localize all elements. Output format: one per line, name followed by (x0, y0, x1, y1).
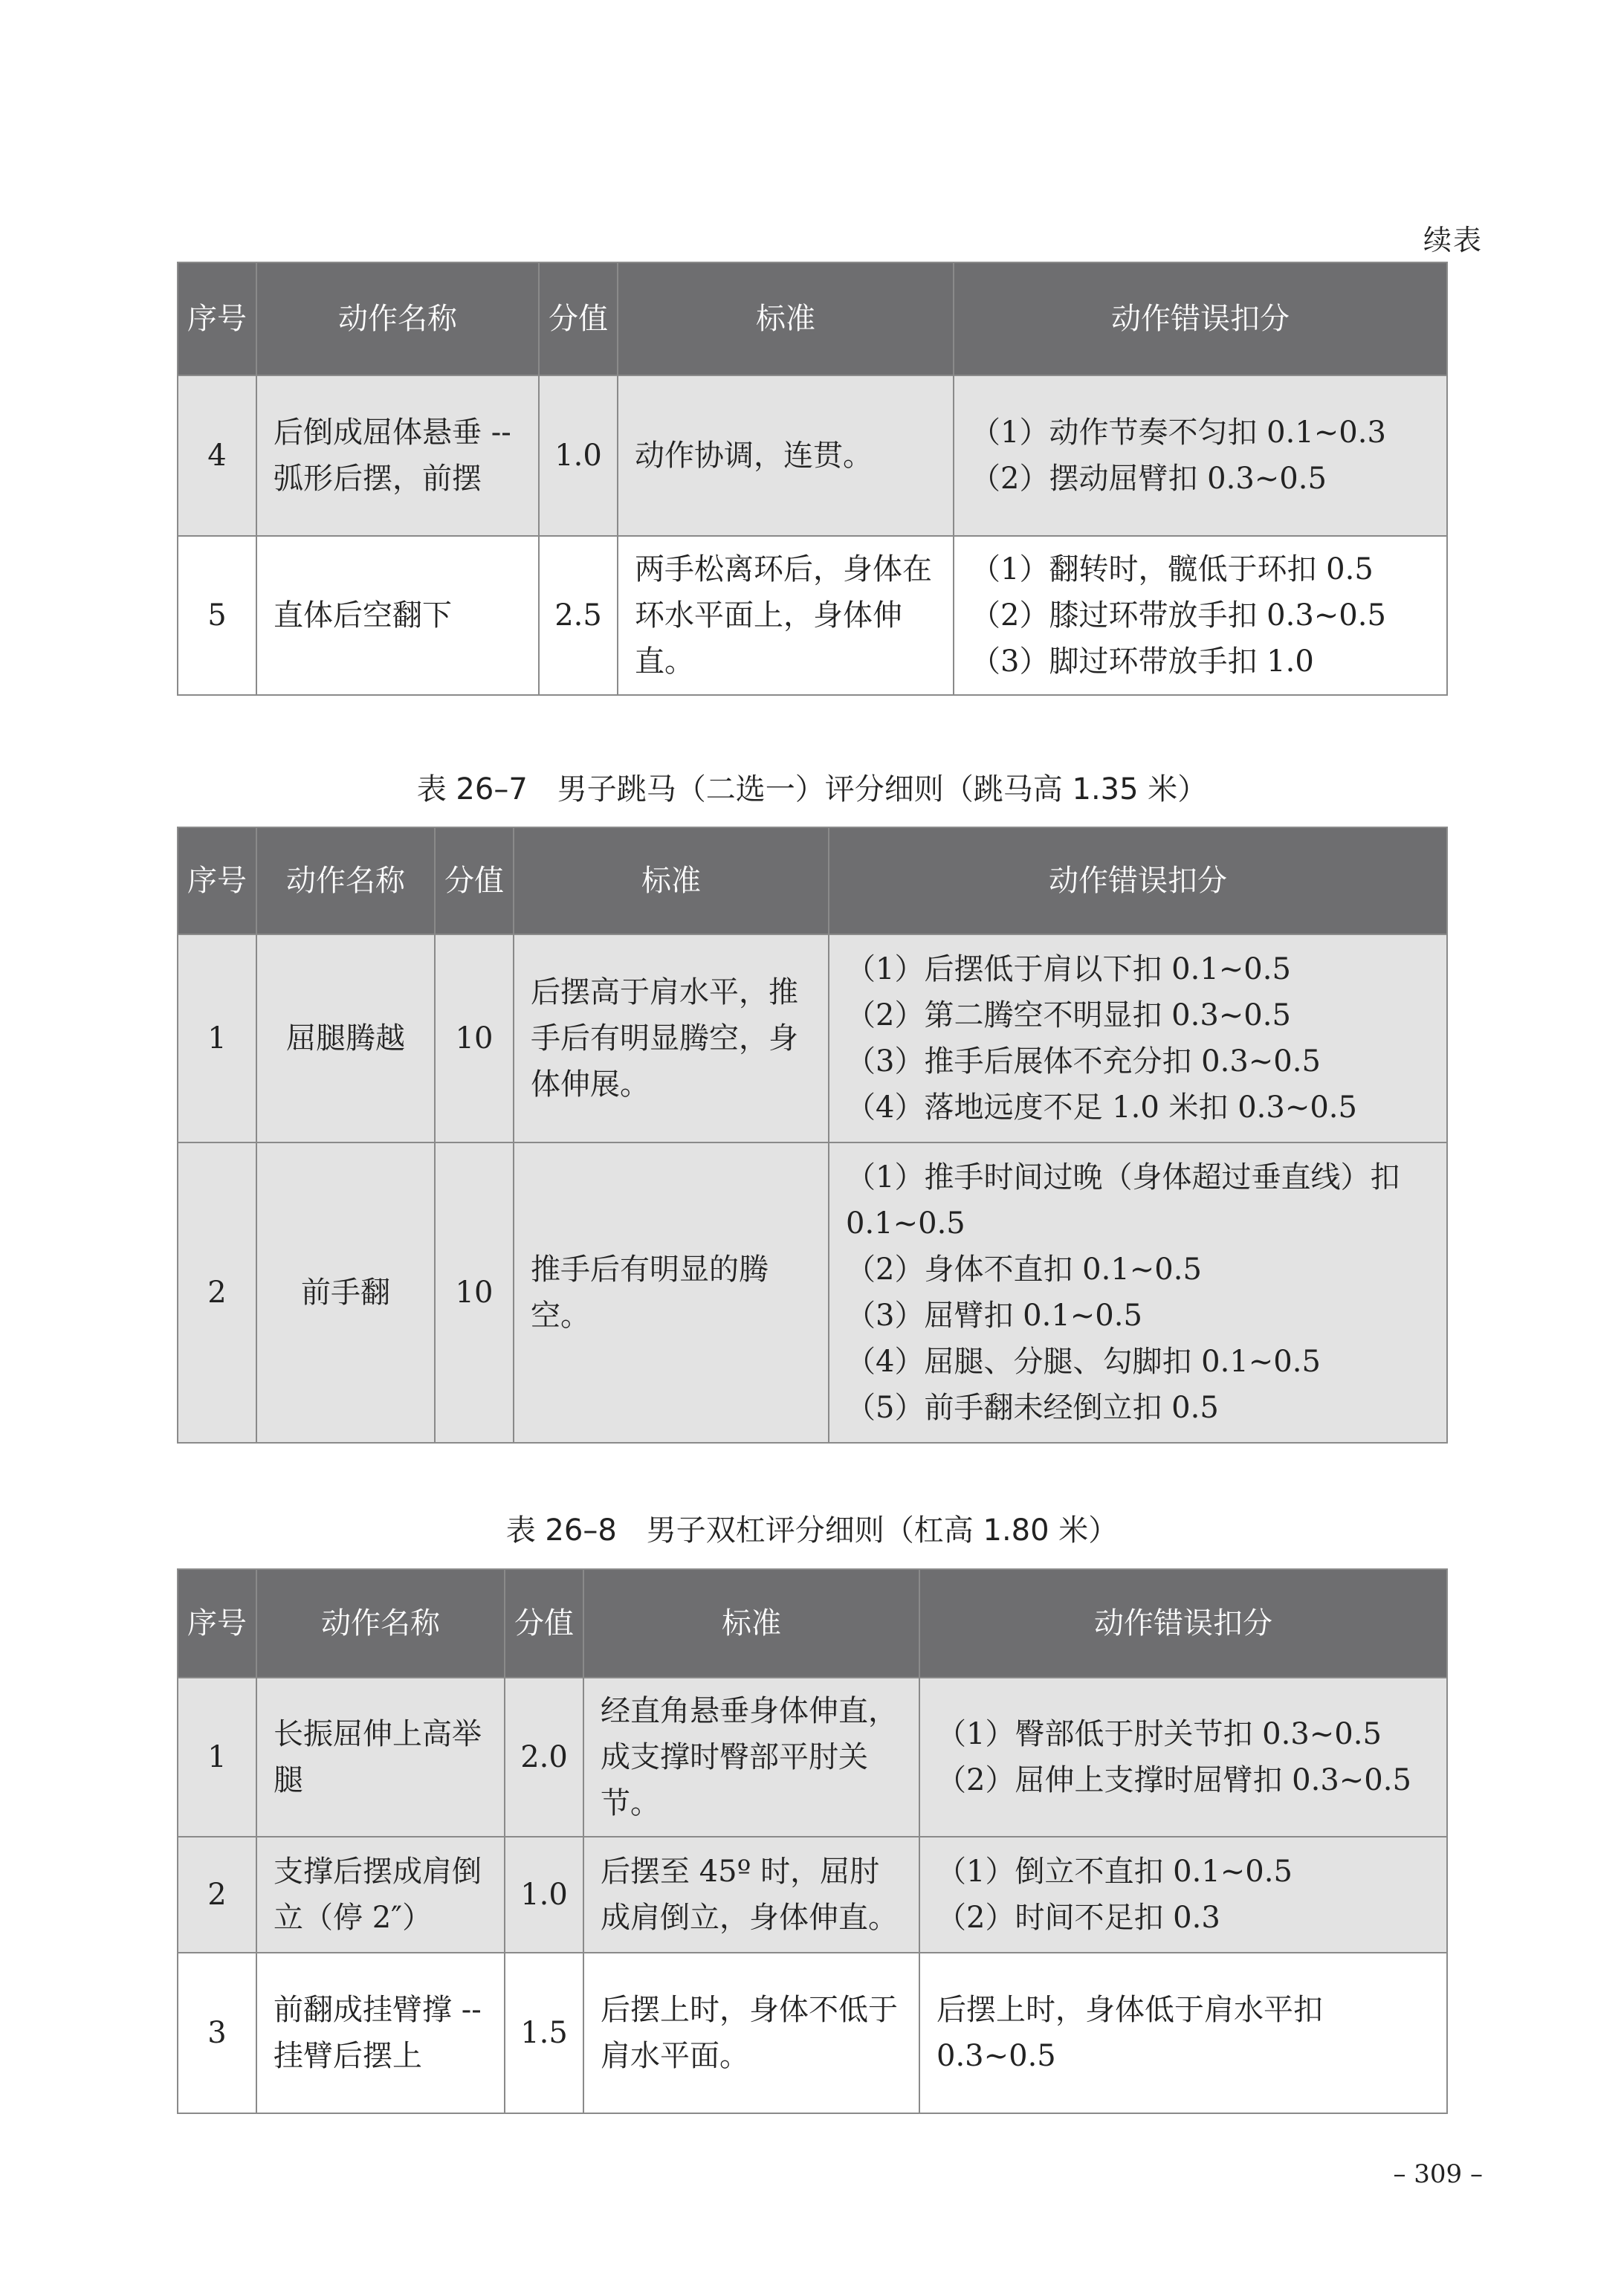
deduction-item: （1）推手时间过晚（身体超过垂直线）扣 0.1~0.5 (846, 1160, 1400, 1241)
row-name: 直体后空翻下 (256, 536, 539, 695)
col-header-standard: 标准 (514, 827, 829, 934)
row-standard: 后摆至 45º 时，屈肘成肩倒立，身体伸直。 (583, 1837, 919, 1953)
parallel-bars-table (177, 1568, 1448, 2114)
row-score: 2.0 (505, 1678, 583, 1837)
page-number: – 309 – (1393, 2159, 1483, 2189)
col-header-deductions: 动作错误扣分 (829, 827, 1447, 934)
table-row (178, 1142, 1447, 1443)
row-deductions (919, 1678, 1447, 1837)
continued-label: 续表 (1423, 224, 1483, 256)
table-title: 表 26–8 男子双杠评分细则（杠高 1.80 米） (505, 1513, 1119, 1548)
row-name: 支撑后摆成肩倒立（停 2″） (256, 1837, 505, 1953)
deduction-item: （2）膝过环带放手扣 0.3~0.5 (971, 598, 1386, 633)
row-score: 1.5 (505, 1953, 583, 2113)
col-header-standard: 标准 (583, 1569, 919, 1678)
row-no: 3 (178, 1953, 256, 2113)
row-deductions (829, 934, 1447, 1142)
deduction-item: 后摆上时，身体低于肩水平扣 0.3~0.5 (936, 1993, 1323, 2073)
row-deductions (919, 1953, 1447, 2113)
col-header-name: 动作名称 (256, 1569, 505, 1678)
col-header-no: 序号 (178, 827, 256, 934)
row-score: 10 (435, 1142, 514, 1443)
deduction-item: （3）脚过环带放手扣 1.0 (971, 644, 1314, 679)
row-no: 4 (178, 375, 256, 536)
row-standard: 动作协调，连贯。 (618, 375, 954, 536)
row-no: 1 (178, 1678, 256, 1837)
row-no: 5 (178, 536, 256, 695)
row-standard: 经直角悬垂身体伸直，成支撑时臀部平肘关节。 (583, 1678, 919, 1837)
col-header-name: 动作名称 (256, 262, 539, 375)
table-row (178, 375, 1447, 536)
deduction-item: （1）倒立不直扣 0.1~0.5 (936, 1855, 1293, 1889)
table-row (178, 1837, 1447, 1953)
col-header-no: 序号 (178, 1569, 256, 1678)
table-row (178, 934, 1447, 1142)
col-header-score: 分值 (505, 1569, 583, 1678)
row-score: 2.5 (539, 536, 618, 695)
col-header-no: 序号 (178, 262, 256, 375)
col-header-deductions: 动作错误扣分 (954, 262, 1447, 375)
row-score: 10 (435, 934, 514, 1142)
col-header-standard: 标准 (618, 262, 954, 375)
row-no: 2 (178, 1837, 256, 1953)
deduction-item: （4）屈腿、分腿、勾脚扣 0.1~0.5 (846, 1345, 1321, 1379)
row-deductions (919, 1837, 1447, 1953)
row-name: 前手翻 (256, 1142, 435, 1443)
row-score: 1.0 (539, 375, 618, 536)
deduction-item: （2）屈伸上支撑时屈臂扣 0.3~0.5 (936, 1763, 1411, 1797)
deduction-item: （1）臀部低于肘关节扣 0.3~0.5 (936, 1717, 1382, 1751)
vault-table (177, 827, 1448, 1444)
col-header-score: 分值 (539, 262, 618, 375)
row-deductions (829, 1142, 1447, 1443)
table-row (178, 1953, 1447, 2113)
deduction-item: （2）时间不足扣 0.3 (936, 1901, 1220, 1935)
table-row (178, 536, 1447, 695)
row-name: 屈腿腾越 (256, 934, 435, 1142)
row-name: 前翻成挂臂撑 -- 挂臂后摆上 (256, 1953, 505, 2113)
row-standard: 后摆高于肩水平，推手后有明显腾空，身体伸展。 (514, 934, 829, 1142)
col-header-deductions: 动作错误扣分 (919, 1569, 1447, 1678)
table-title: 表 26–7 男子跳马（二选一）评分细则（跳马高 1.35 米） (416, 772, 1208, 807)
row-standard: 后摆上时，身体不低于肩水平面。 (583, 1953, 919, 2113)
deduction-item: （1）翻转时，髋低于环扣 0.5 (971, 552, 1374, 586)
deduction-item: （1）后摆低于肩以下扣 0.1~0.5 (846, 952, 1291, 986)
rings-table-continued (177, 262, 1448, 696)
table-row (178, 1678, 1447, 1837)
row-standard: 两手松离环后，身体在环水平面上，身体伸直。 (618, 536, 954, 695)
deduction-item: （2）身体不直扣 0.1~0.5 (846, 1252, 1202, 1287)
row-no: 1 (178, 934, 256, 1142)
col-header-name: 动作名称 (256, 827, 435, 934)
row-name: 后倒成屈体悬垂 -- 弧形后摆，前摆 (256, 375, 539, 536)
deduction-item: （3）推手后展体不充分扣 0.3~0.5 (846, 1044, 1321, 1079)
row-standard: 推手后有明显的腾空。 (514, 1142, 829, 1443)
row-no: 2 (178, 1142, 256, 1443)
row-name: 长振屈伸上高举腿 (256, 1678, 505, 1837)
deduction-item: （4）落地远度不足 1.0 米扣 0.3~0.5 (846, 1090, 1357, 1125)
deduction-item: （2）摆动屈臂扣 0.3~0.5 (971, 462, 1327, 496)
row-deductions (954, 375, 1447, 536)
row-deductions (954, 536, 1447, 695)
deduction-item: （3）屈臂扣 0.1~0.5 (846, 1299, 1142, 1333)
row-score: 1.0 (505, 1837, 583, 1953)
deduction-item: （2）第二腾空不明显扣 0.3~0.5 (846, 998, 1291, 1032)
deduction-item: （5）前手翻未经倒立扣 0.5 (846, 1391, 1219, 1425)
col-header-score: 分值 (435, 827, 514, 934)
deduction-item: （1）动作节奏不匀扣 0.1~0.3 (971, 416, 1386, 450)
